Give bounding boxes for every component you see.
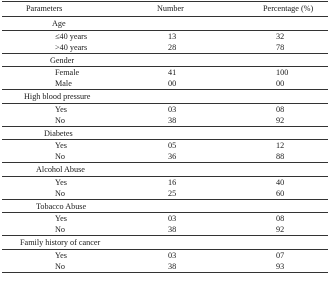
row-label: No	[55, 152, 66, 161]
row-percentage: 88	[276, 152, 285, 161]
row-number: 28	[168, 42, 177, 52]
row-label: >40 years	[55, 42, 88, 52]
group-title: Family history of cancer	[20, 238, 101, 247]
row-number: 03	[168, 250, 177, 260]
row-percentage: 08	[276, 214, 285, 223]
row-percentage: 32	[276, 31, 285, 41]
row-number: 16	[168, 177, 177, 187]
row-number: 03	[168, 104, 177, 114]
row-number: 41	[168, 68, 177, 77]
row-percentage: 93	[276, 261, 285, 271]
group-title-row	[2, 90, 328, 104]
table-row	[2, 213, 328, 224]
row-label: Yes	[55, 214, 67, 223]
row-label: Yes	[55, 250, 67, 260]
table-row	[2, 140, 328, 151]
row-label: No	[55, 225, 66, 234]
group-title: Age	[52, 19, 66, 28]
table-row	[2, 67, 328, 78]
row-percentage: 08	[276, 104, 285, 114]
group-title-row	[2, 54, 328, 68]
table-row	[2, 42, 328, 54]
row-percentage: 92	[276, 115, 285, 125]
table-row	[2, 177, 328, 188]
group-title: Tobacco Abuse	[36, 201, 87, 211]
row-number: 38	[168, 225, 177, 234]
table-row	[2, 151, 328, 163]
row-percentage: 60	[276, 188, 285, 198]
row-label: No	[55, 115, 66, 125]
row-label: ≤40 years	[55, 31, 88, 41]
data-table	[2, 1, 328, 273]
table-row	[2, 224, 328, 236]
group-title: Diabetes	[44, 128, 73, 138]
row-percentage: 40	[276, 177, 285, 187]
group-title-row	[2, 200, 328, 214]
row-number: 25	[168, 188, 177, 198]
row-number: 05	[168, 141, 177, 150]
row-number: 36	[168, 152, 177, 161]
group-title-row	[2, 127, 328, 141]
table-row	[2, 261, 328, 273]
header-parameters: Parameters	[26, 4, 63, 13]
row-label: No	[55, 261, 66, 271]
table-row	[2, 30, 328, 42]
row-label: No	[55, 188, 66, 198]
header-number: Number	[157, 4, 184, 13]
header-percentage: Percentage (%)	[263, 4, 314, 13]
group-title-row	[2, 163, 328, 177]
group-title: Gender	[50, 55, 75, 65]
row-number: 38	[168, 115, 177, 125]
row-label: Yes	[55, 177, 67, 187]
table-row	[2, 115, 328, 127]
row-percentage: 92	[276, 225, 285, 234]
group-title-row	[2, 236, 328, 250]
row-percentage: 78	[276, 42, 285, 52]
table-row	[2, 104, 328, 115]
row-label: Female	[55, 68, 80, 77]
row-percentage: 07	[276, 250, 285, 260]
group-title: Alcohol Abuse	[36, 165, 85, 174]
row-percentage: 12	[276, 141, 285, 150]
group-title: High blood pressure	[24, 92, 91, 101]
table-row	[2, 188, 328, 200]
row-label: Male	[55, 79, 72, 88]
row-number: 03	[168, 214, 177, 223]
row-label: Yes	[55, 104, 67, 114]
row-percentage: 00	[276, 79, 285, 88]
row-number: 13	[168, 31, 177, 41]
table-row	[2, 250, 328, 261]
row-number: 00	[168, 79, 177, 88]
row-number: 38	[168, 261, 177, 271]
table-header-row	[2, 2, 328, 17]
table-row	[2, 78, 328, 90]
group-title-row	[2, 17, 328, 30]
row-label: Yes	[55, 141, 67, 150]
row-percentage: 100	[276, 68, 289, 77]
